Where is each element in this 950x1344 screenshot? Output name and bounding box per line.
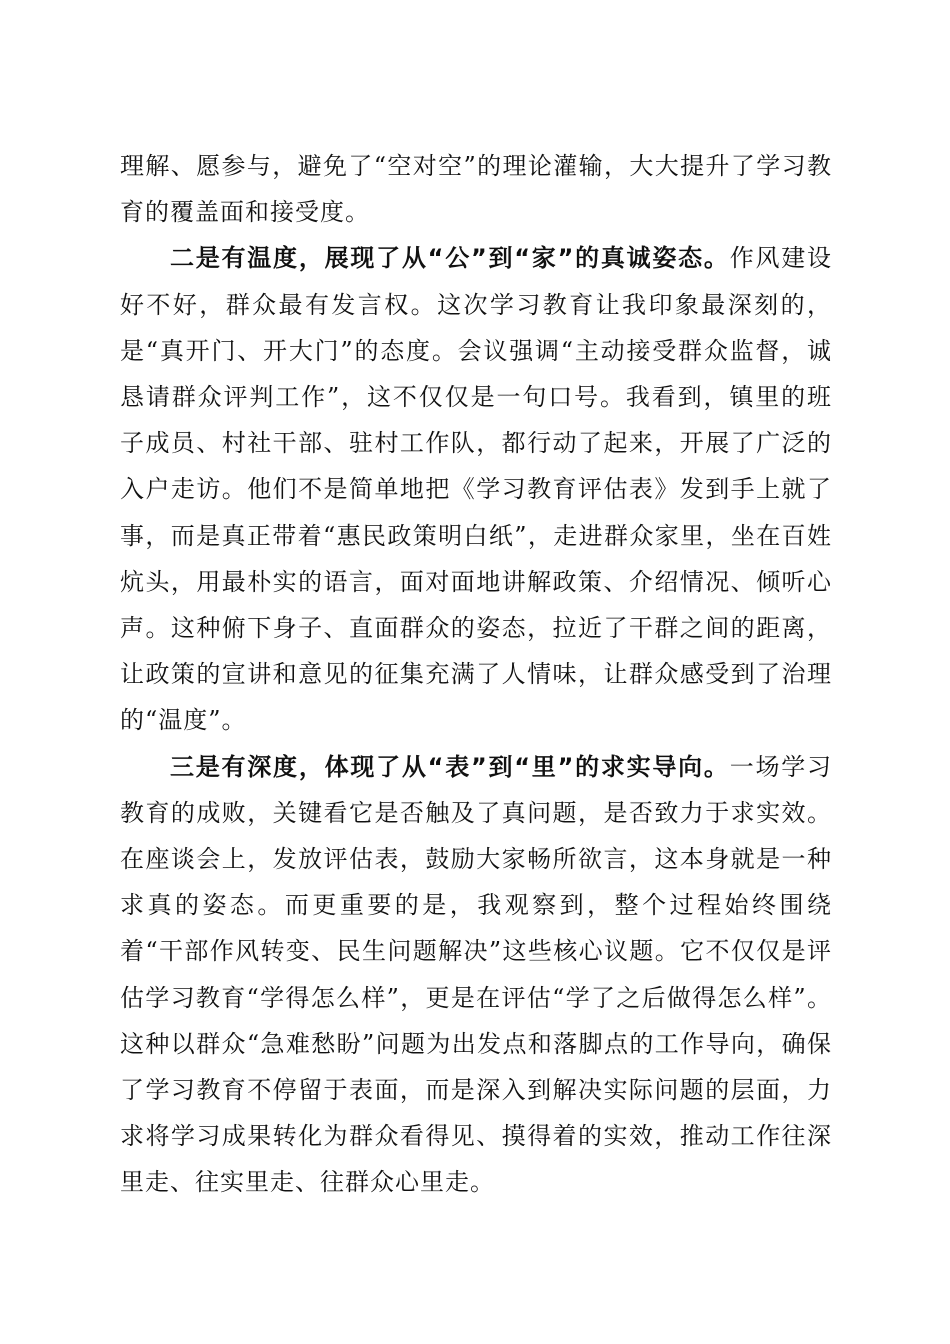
document-body xyxy=(120,143,832,1206)
paragraph-2-lead: 二是有温度，展现了从“公”到“家”的真诚姿态。 xyxy=(170,244,730,273)
paragraph-1-text: 理解、愿参与，避免了“空对空”的理论灌输，大大提升了学习教育的覆盖面和接受度。 xyxy=(120,152,832,227)
paragraph-3-lead: 三是有深度，体现了从“表”到“里”的求实导向。 xyxy=(170,752,730,781)
paragraph-2 xyxy=(120,235,832,743)
paragraph-1 xyxy=(120,143,832,235)
paragraph-2-text: 作风建设好不好，群众最有发言权。这次学习教育让我印象最深刻的，是“真开门、开大门”的态度。会议强调“主动接受群众监督，诚恳请群众评判工作”，这不仅仅是一句口号。我看到，镇里的班子成员、村社干部、驻村工作队，都行动了起来，开展了广泛的入户走访。他们不是简单地把《学习教育评估表》发到手上就了事，而是真正带着“惠民政策明白纸”，走进群众家里，坐在百姓炕头，用最朴实的语言，面对面地讲解政策、介绍情况、倾听心声。这种俯下身子、直面群众的姿态，拉近了干群之间的距离，让政策的宣讲和意见的征集充满了人情味，让群众感受到了治理的“温度”。 xyxy=(120,244,832,735)
paragraph-3-text: 一场学习教育的成败，关键看它是否触及了真问题，是否致力于求实效。在座谈会上，发放评估表，鼓励大家畅所欲言，这本身就是一种求真的姿态。而更重要的是，我观察到，整个过程始终围绕着“干部作风转变、民生问题解决”这些核心议题。它不仅仅是评估学习教育“学得怎么样”，更是在评估“学了之后做得怎么样”。这种以群众“急难愁盼”问题为出发点和落脚点的工作导向，确保了学习教育不停留于表面，而是深入到解决实际问题的层面，力求将学习成果转化为群众看得见、摸得着的实效，推动工作往深里走、往实里走、往群众心里走。 xyxy=(120,752,832,1197)
paragraph-3 xyxy=(120,744,832,1206)
